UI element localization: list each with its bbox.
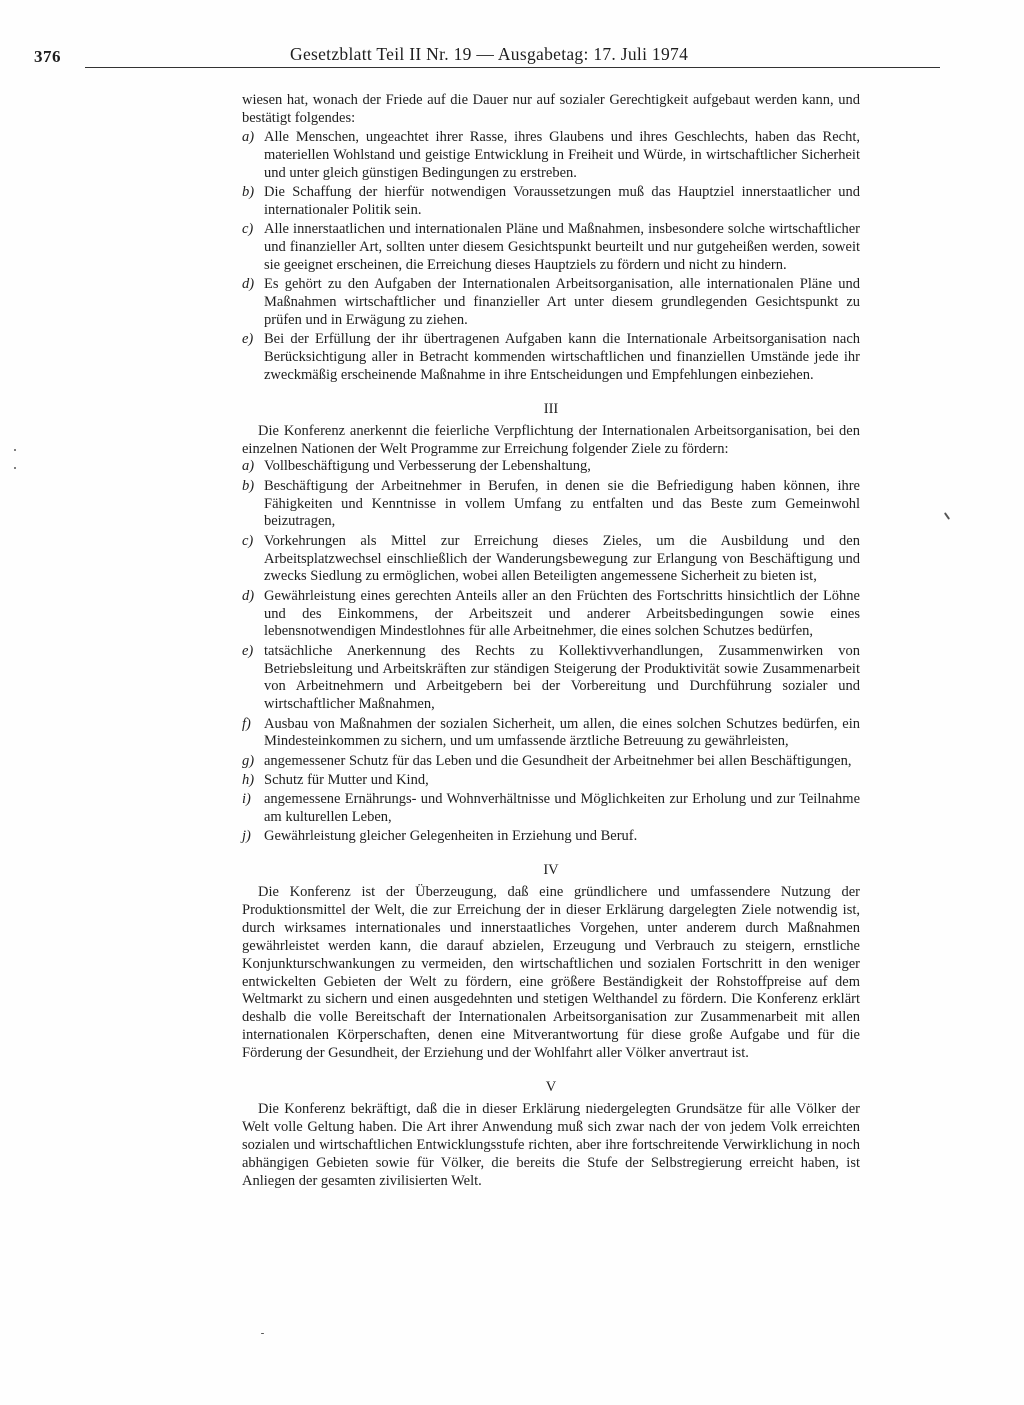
section-iv-paragraph: Die Konferenz ist der Überzeugung, daß eine gründlichere und umfassendere Nutzung der Produktionsmittel der Welt, die zur Erreichung der in dieser Erklärung dargelegten Ziele notwendig ist, durch wirksames internationales und innerstaatliches Vorgehen, unter anderem durch Maßnahmen gewährleistet werden kann, die darauf abzielen, Erzeugung und Verbrauch zu steigern, ernstliche Konjunkturschwankungen zu vermeiden, den wirtschaftlichen und sozialen Fortschritt in den weniger entwickelten Gebieten der Welt zu fördern, eine größere Beständigkeit der Rohstoffpreise auf dem Weltmarkt zu sichern und einen ausgedehnten und stetigen Welthandel zu fördern. Die Konferenz erklärt deshalb die volle Bereitschaft der Internationalen Arbeitsorganisation zur Zusammenarbeit mit allen internationalen Körperschaften, denen eine Mitverantwortung für diese große Aufgabe und für die Förderung der Gesundheit, der Erziehung und der Wohlfahrt aller Völker anvertraut ist. <box>242 884 860 1062</box>
intro-paragraph: wiesen hat, wonach der Friede auf die Dauer nur auf sozialer Gerechtigkeit aufgebaut werden kann, und bestätigt folgendes: <box>242 92 860 126</box>
list-item-text: Es gehört zu den Aufgaben der Internationalen Arbeitsorganisation, alle internationalen Pläne und Maßnahmen wirtschaftlicher und finanzieller Art unter diesem grundlegenden Gesichtspunkt zu prüfen und in Erwägung zu ziehen. <box>264 275 860 328</box>
scan-speck <box>944 512 950 520</box>
scan-speck <box>14 449 16 451</box>
list-item <box>242 753 860 771</box>
list-item-text: Vorkehrungen als Mittel zur Erreichung dieses Zieles, um die Ausbildung und den Arbeitsplatzwechsel einschließlich der Wanderungsbewegung zur Erlangung von Beschäftigung und zwecks Siedlung zu ermöglichen, wobei allen Beteiligten angemessene Sicherheit zu bieten ist, <box>264 532 860 585</box>
section-iii-list <box>242 458 860 846</box>
list-item-label: d) <box>242 587 255 604</box>
list-item-text: Schutz für Mutter und Kind, <box>264 771 429 788</box>
list-item <box>242 716 860 752</box>
section-v-paragraph: Die Konferenz bekräftigt, daß die in dieser Erklärung niedergelegten Grundsätze für alle Völker der Welt volle Geltung haben. Die Art ihrer Anwendung muß sich zwar nach der von jedem Volk erreichten sozialen und wirtschaftlichen Entwicklungsstufe richten, aber ihre fortschreitende Verwirklichung in noch abhängigen Gebieten sowie für Völker, die bereits die Stufe der Selbstregierung erreicht haben, ist Anliegen der gesamten zivilisierten Welt. <box>242 1100 860 1189</box>
page-number: 376 <box>34 47 61 66</box>
running-header: Gesetzblatt Teil II Nr. 19 — Ausgabetag: 17. Juli 1974 <box>290 44 689 64</box>
list-item-label: j) <box>242 828 251 845</box>
list-item <box>242 828 860 846</box>
list-item-label: e) <box>242 330 254 347</box>
list-item-label: g) <box>242 752 255 769</box>
list-item-text: Vollbeschäftigung und Verbesserung der Lebenshaltung, <box>264 458 591 475</box>
list-item <box>242 129 860 183</box>
list-item-label: i) <box>242 791 251 808</box>
list-item-text: Gewährleistung gleicher Gelegenheiten in Erziehung und Beruf. <box>264 828 638 845</box>
list-item-text: Bei der Erfüllung der ihr übertragenen Aufgaben kann die Internationale Arbeitsorganisation nach Berücksichtigung aller in Betracht kommenden wirtschaftlichen und finanziellen Umstände jede ihr zweckmäßig erscheinende Maßnahme in ihre Entscheidungen und Empfehlungen einbeziehen. <box>264 330 860 383</box>
scan-speck <box>261 1333 264 1334</box>
section-heading-v: V <box>545 1079 557 1096</box>
list-item <box>242 588 860 642</box>
list-item-text: tatsächliche Anerkennung des Rechts zu Kollektivverhandlungen, Zusammenwirken von Betriebsleitung und Arbeitskräften zur ständigen Steigerung der Produktivität sowie Zusammenarbeit von Arbeitnehmern und Arbeitgebern bei der Vorbereitung und Durchführung sozialer und wirtschaftlicher Maßnahmen, <box>264 642 860 713</box>
list-item-label: h) <box>242 771 255 788</box>
list-item-text: Beschäftigung der Arbeitnehmer in Berufen, in denen sie die Befriedigung haben können, ihre Fähigkeiten und Kenntnisse in vollem Umfang zu entfalten und das Beste zum Gemeinwohl beizutragen, <box>264 477 860 530</box>
section-heading-iv: IV <box>543 862 559 879</box>
list-item <box>242 221 860 275</box>
list-item-label: a) <box>242 458 255 475</box>
scan-speck <box>14 467 16 469</box>
list-item-text: Die Schaffung der hierfür notwendigen Voraussetzungen muß das Hauptziel innerstaatlicher und internationaler Politik sein. <box>264 183 860 218</box>
list-item-text: Ausbau von Maßnahmen der sozialen Sicherheit, um allen, die eines solchen Schutzes bedürfen, ein Mindesteinkommen zu sichern, und um umfassende ärztliche Betreuung zu gewährleisten, <box>264 715 860 750</box>
section-ii-list <box>242 129 860 385</box>
list-item-label: c) <box>242 220 254 237</box>
list-item-label: e) <box>242 642 254 659</box>
list-item-label: f) <box>242 715 251 732</box>
list-item-label: d) <box>242 275 255 292</box>
list-item <box>242 478 860 532</box>
section-iii-intro: Die Konferenz anerkennt die feierliche Verpflichtung der Internationalen Arbeitsorganisation, bei den einzelnen Nationen der Welt Programme zur Erreichung folgender Ziele zu fördern: <box>242 422 860 457</box>
header-rule <box>85 67 940 68</box>
list-item <box>242 533 860 587</box>
list-item <box>242 458 860 476</box>
list-item-text: Gewährleistung eines gerechten Anteils aller an den Früchten des Fortschritts hinsichtlich der Löhne und des Einkommens, der Arbeitszeit und anderer Arbeitsbedingungen sowie eines lebensnotwendigen Mindestlohnes für alle Arbeitnehmer, die eines solchen Schutzes bedürfen, <box>264 587 860 640</box>
list-item <box>242 331 860 385</box>
list-item-text: angemessene Ernährungs- und Wohnverhältnisse und Möglichkeiten zur Erholung und zur Teilnahme am kulturellen Leben, <box>264 791 860 825</box>
list-item <box>242 276 860 330</box>
list-item <box>242 184 860 220</box>
list-item <box>242 791 860 827</box>
list-item-text: Alle innerstaatlichen und internationalen Pläne und Maßnahmen, insbesondere solche wirtschaftlicher und finanzieller Art, sollten unter diesem Gesichtspunkt beurteilt und nur gutgeheißen werden, soweit sie geeignet erscheinen, die Erreichung dieses Hauptziels zu fördern und nicht zu hindern. <box>264 220 860 273</box>
list-item-text: Alle Menschen, ungeachtet ihrer Rasse, ihres Glaubens und ihres Geschlechts, haben das Recht, materiellen Wohlstand und geistige Entwicklung in Freiheit und Würde, in wirtschaftlicher Sicherheit und unter gleich günstigen Bedingungen zu erstreben. <box>264 128 860 181</box>
list-item-label: b) <box>242 477 255 494</box>
list-item-text: angemessener Schutz für das Leben und die Gesundheit der Arbeitnehmer bei allen Beschäftigungen, <box>264 752 852 769</box>
list-item-label: b) <box>242 183 255 200</box>
section-heading-iii: III <box>543 400 559 417</box>
body-text <box>242 92 860 1191</box>
list-item-label: c) <box>242 532 254 549</box>
list-item <box>242 772 860 790</box>
list-item-label: a) <box>242 128 255 145</box>
list-item <box>242 643 860 715</box>
